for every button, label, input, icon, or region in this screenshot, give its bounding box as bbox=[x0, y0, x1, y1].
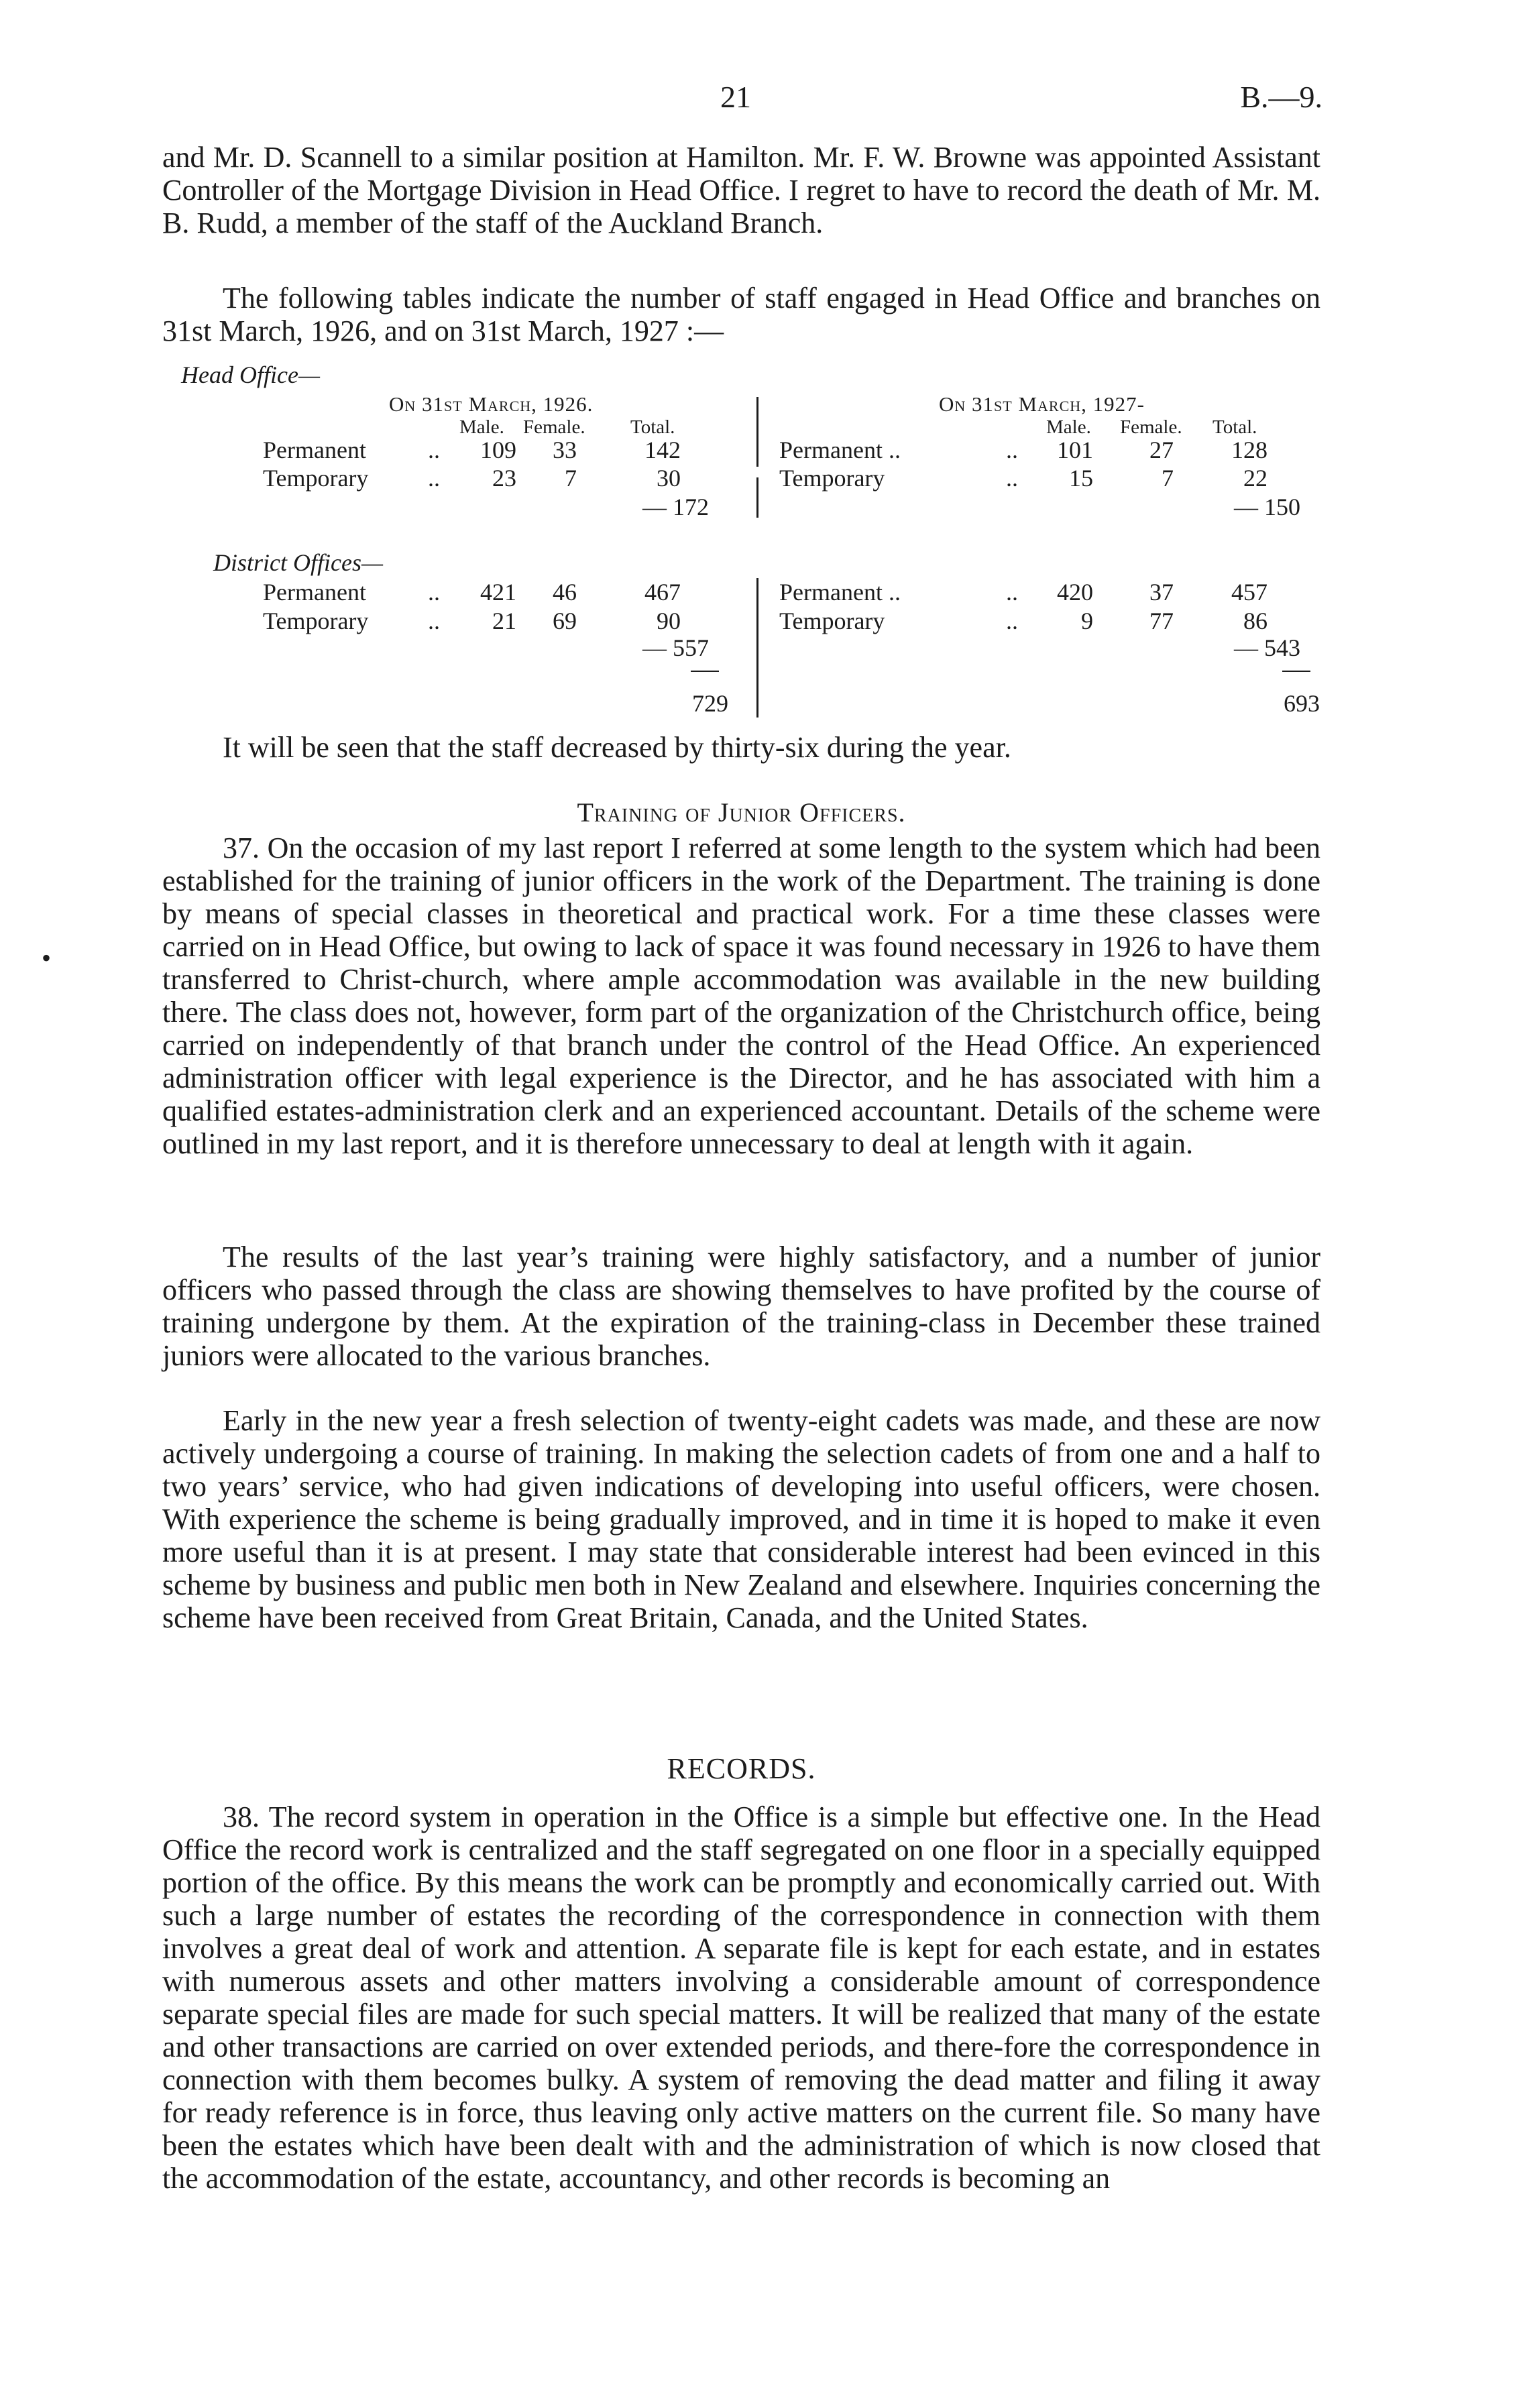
row-female: 46 bbox=[553, 579, 577, 606]
row-total: 457 bbox=[1231, 579, 1268, 606]
row-dots: .. bbox=[1006, 437, 1018, 463]
left-col-total: Total. bbox=[630, 416, 675, 438]
row-total: 90 bbox=[657, 608, 681, 634]
table-divider-top bbox=[756, 397, 758, 467]
row-male: 109 bbox=[480, 437, 516, 463]
row-total: 22 bbox=[1243, 465, 1268, 492]
row-dots: .. bbox=[428, 465, 440, 492]
row-label: Permanent .. bbox=[779, 437, 901, 463]
row-male: 421 bbox=[480, 579, 516, 606]
page-number: 21 bbox=[720, 80, 751, 114]
row-label: Temporary bbox=[263, 465, 369, 492]
left-head-office-sum: — 172 bbox=[642, 494, 709, 520]
row-dots: .. bbox=[428, 579, 440, 606]
row-label: Temporary bbox=[263, 608, 369, 634]
row-label: Permanent .. bbox=[779, 579, 901, 606]
row-female: 7 bbox=[1162, 465, 1174, 492]
right-col-male: Male. bbox=[1046, 416, 1091, 438]
row-female: 37 bbox=[1149, 579, 1174, 606]
row-total: 467 bbox=[644, 579, 681, 606]
row-dots: .. bbox=[1006, 465, 1018, 492]
left-grand-total: 729 bbox=[692, 690, 728, 717]
row-female: 33 bbox=[553, 437, 577, 463]
row-male: 21 bbox=[492, 608, 516, 634]
margin-dot: • bbox=[42, 943, 52, 973]
right-total-rule bbox=[1282, 671, 1310, 672]
training-paragraph-37: 37. On the occasion of my last report I referred at some length to the system which had been established for the training of junior officers in the work of the Department. The training is done by means of special classes in theoretical and practical work. For a time these classes were carried on in Head Office, but owing to lack of space it was found necessary in 1926 to have them transferred to Christ-church, where ample accommodation was available in the new building there. The class does not, however, form part of the organization of the Christchurch office, being carried on independently of that branch under the control of the Head Office. An experienced administration officer with legal experience is the Director, and he has associated with him a qualified estates-administration clerk and an experienced accountant. Details of the scheme were outlined in my last report, and it is therefore unnecessary to deal at length with it again. bbox=[162, 832, 1320, 1160]
row-male: 9 bbox=[1081, 608, 1093, 634]
left-col-male: Male. bbox=[459, 416, 504, 438]
row-male: 101 bbox=[1057, 437, 1093, 463]
row-female: 77 bbox=[1149, 608, 1174, 634]
row-female: 27 bbox=[1149, 437, 1174, 463]
left-table-heading: On 31st March, 1926. bbox=[389, 392, 594, 416]
head-office-label: Head Office— bbox=[181, 361, 320, 388]
training-heading: Training of Junior Officers. bbox=[577, 797, 906, 827]
right-col-total: Total. bbox=[1213, 416, 1257, 438]
left-total-rule bbox=[691, 671, 719, 672]
row-label: Permanent bbox=[263, 437, 366, 463]
row-total: 86 bbox=[1243, 608, 1268, 634]
row-female: 69 bbox=[553, 608, 577, 634]
document-reference: B.—9. bbox=[1240, 80, 1322, 114]
row-label: Temporary bbox=[779, 608, 885, 634]
right-grand-total: 693 bbox=[1284, 690, 1320, 717]
row-dots: .. bbox=[1006, 579, 1018, 606]
row-dots: .. bbox=[428, 437, 440, 463]
row-label: Temporary bbox=[779, 465, 885, 492]
left-col-female: Female. bbox=[523, 416, 585, 438]
row-dots: .. bbox=[428, 608, 440, 634]
row-total: 142 bbox=[644, 437, 681, 463]
left-district-sum: — 557 bbox=[642, 634, 709, 661]
right-table-heading: On 31st March, 1927- bbox=[939, 392, 1145, 416]
row-male: 420 bbox=[1057, 579, 1093, 606]
right-head-office-sum: — 150 bbox=[1234, 494, 1300, 520]
district-offices-label: District Offices— bbox=[213, 549, 383, 576]
row-female: 7 bbox=[565, 465, 577, 492]
table-divider-bottom bbox=[756, 578, 758, 718]
right-col-female: Female. bbox=[1120, 416, 1182, 438]
row-total: 128 bbox=[1231, 437, 1268, 463]
records-paragraph-38: 38. The record system in operation in the Office is a simple but effective one. In the Head Office the record work is centralized and the staff segregated on one floor in a specially equipped portion of the office. By this means the work can be promptly and economically carried out. With such a large number of estates the recording of the correspondence in connection with them involves a great deal of work and attention. A separate file is kept for each estate, and in estates with numerous assets and other matters involving a considerable amount of correspondence separate special files are made for such special matters. It will be realized that many of the estate and other transactions are carried on over extended periods, and there-fore the correspondence in connection with them becomes bulky. A system of removing the dead matter and filing it away for ready reference is in force, thus leaving only active matters on the current file. So many have been the estates which have been dealt with and the administration of which is now closed that the accommodation of the estate, accountancy, and other records is becoming an bbox=[162, 1800, 1320, 2195]
right-district-sum: — 543 bbox=[1234, 634, 1300, 661]
training-paragraph-results: The results of the last year’s training were highly satisfactory, and a number of junior officers who passed through the class are showing themselves to have profited by the course of training undergone by them. At the expiration of the training-class in December these trained juniors were allocated to the various branches. bbox=[162, 1241, 1320, 1372]
intro-paragraph: and Mr. D. Scannell to a similar position at Hamilton. Mr. F. W. Browne was appointed Assistant Controller of the Mortgage Division in Head Office. I regret to have to record the death of Mr. M. B. Rudd, a member of the staff of the Auckland Branch. bbox=[162, 141, 1320, 239]
decrease-paragraph: It will be seen that the staff decreased by thirty-six during the year. bbox=[223, 731, 1011, 764]
row-dots: .. bbox=[1006, 608, 1018, 634]
row-total: 30 bbox=[657, 465, 681, 492]
tables-intro-paragraph: The following tables indicate the number of staff engaged in Head Office and branches on 31st March, 1926, and on 31st March, 1927 :— bbox=[162, 282, 1320, 347]
row-label: Permanent bbox=[263, 579, 366, 606]
records-heading: RECORDS. bbox=[667, 1752, 816, 1785]
row-male: 23 bbox=[492, 465, 516, 492]
training-paragraph-cadets: Early in the new year a fresh selection of twenty-eight cadets was made, and these are now actively undergoing a course of training. In making the selection cadets of from one and a half to two years’ service, who had given indications of developing into useful officers, were chosen. With experience the scheme is being gradually improved, and in time it is hoped to make it even more useful than it is at present. I may state that considerable interest had been evinced in this scheme by business and public men both in New Zealand and elsewhere. Inquiries concerning the scheme have been received from Great Britain, Canada, and the United States. bbox=[162, 1404, 1320, 1634]
row-male: 15 bbox=[1069, 465, 1093, 492]
table-divider-mid bbox=[756, 477, 758, 518]
